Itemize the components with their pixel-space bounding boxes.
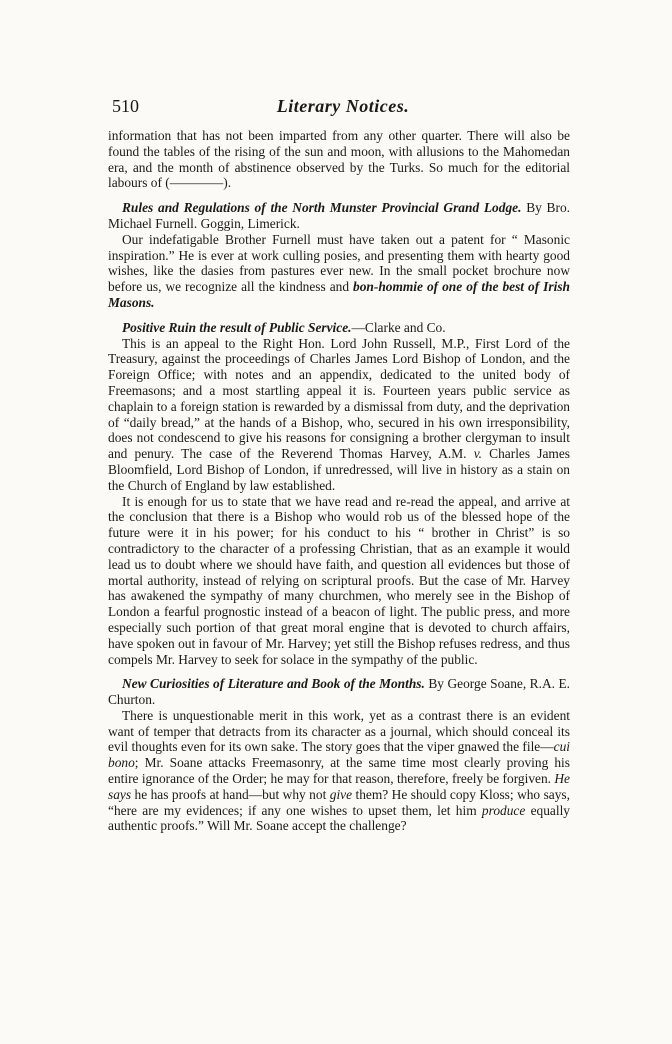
review-text: Our indefatigable Brother Furnell must have taken out a patent for “ Masonic inspiration.” He is ever at work culling posies, and presenting them with hearty good wishes, like the dasies from pastures ever new. In the small pocket brochure now before us, we recognize all the kindness and: [108, 231, 570, 295]
notice-title-rules-regulations: [108, 200, 570, 232]
notice-byline: By Bro. Michael Furnell. Goggin, Limerick.: [108, 200, 570, 231]
review-text: This is an appeal to the Right Hon. Lord John Russell, M.P., First Lord of the Treasury, against the proceedings of Charles James Lord Bishop of London, and the Foreign Office; with notes and an appendix, dedicated to the united body of Freemasons; and a most startling appeal it is. Fourteen years public service as chaplain to a foreign station is rewarded by a dismissal from duty, and the deprivation of “daily bread,” at the hands of a Bishop, who, secured in his own irresponsibility, does not condescend to give his reasons for consigning a brother clergyman to insult and penury. The case of the Reverend Thomas Harvey, A.M.: [108, 335, 570, 462]
review-paragraph: [108, 708, 570, 834]
notice-title: Rules and Regulations of the North Munster Provincial Grand Lodge.: [122, 200, 522, 216]
page-content: [108, 128, 570, 834]
page-number: 510: [112, 96, 139, 116]
notice-title: Positive Ruin the result of Public Service.: [122, 319, 352, 335]
review-text-italic: give: [329, 786, 353, 802]
intro-paragraph: information that has not been imparted from any other quarter. There will also be found the tables of the rising of the sun and moon, with allusions to the Mahomedan era, and the month of abstinence observed by the Turks. So much for the editorial labours of (————).: [108, 128, 570, 191]
review-text: Charles James Bloomfield, Lord Bishop of London, if unredressed, will live in history as a stain on the Church of England by law established.: [108, 446, 570, 493]
notice-title: New Curiosities of Literature and Book of the Months.: [122, 676, 425, 692]
review-text: ; Mr. Soane attacks Freemasonry, at the same time most clearly proving his entire ignorance of the Order; he may for that reason, therefore, freely be forgiven.: [108, 755, 570, 787]
notice-byline: By George Soane, R.A. E. Churton.: [108, 676, 571, 708]
review-text-italic: He says: [108, 771, 570, 802]
review-text-italic: v.: [473, 446, 482, 462]
review-paragraph: [108, 232, 570, 311]
notice-title-new-curiosities: [108, 676, 570, 708]
review-paragraph: [108, 336, 570, 494]
review-text: There is unquestionable merit in this work, yet as a contrast there is an evident want of temper that detracts from its character as a journal, which should conceal its evil thoughts even for its own sake. The story goes that the viper gnawed the file—: [108, 707, 570, 755]
notice-title-positive-ruin: [108, 320, 570, 336]
review-paragraph: It is enough for us to state that we have read and re-read the appeal, and arrive at the conclusion that there is a Bishop who would rob us of the blessed hope of the future were it in his power; for his conduct to his “ brother in Christ” is so contradictory to the character of a professing Christian, that as an example it would lead us to doubt where we should have faith, and question all evidences but those of mortal authority, instead of relying on scriptural proofs. But the case of Mr. Harvey has awakened the sympathy of many churchmen, who merely see in the Bishop of London a fearful prognostic instead of a beacon of light. The public press, and more especially such portion of that great moral engine that is devoted to church affairs, have spoken out in favour of Mr. Harvey; yet still the Bishop refuses redress, and thus compels Mr. Harvey to seek for solace in the sympathy of the public.: [108, 493, 570, 667]
review-text-italic: cui bono: [108, 739, 570, 771]
review-text: he has proofs at hand—but why not: [131, 786, 330, 802]
review-text-italic: bon-hommie of one of the best of Irish Masons.: [108, 279, 570, 310]
review-text: equally authentic proofs.” Will Mr. Soane accept the challenge?: [108, 802, 570, 834]
notice-publisher: —Clarke and Co.: [351, 319, 446, 335]
page-header: [112, 96, 574, 120]
running-title: Literary Notices.: [276, 96, 410, 116]
review-text: them? He should copy Kloss; who says, “here are my evidences; if any one wishes to upset them, let him: [108, 786, 570, 818]
review-text-italic: produce: [481, 802, 526, 818]
